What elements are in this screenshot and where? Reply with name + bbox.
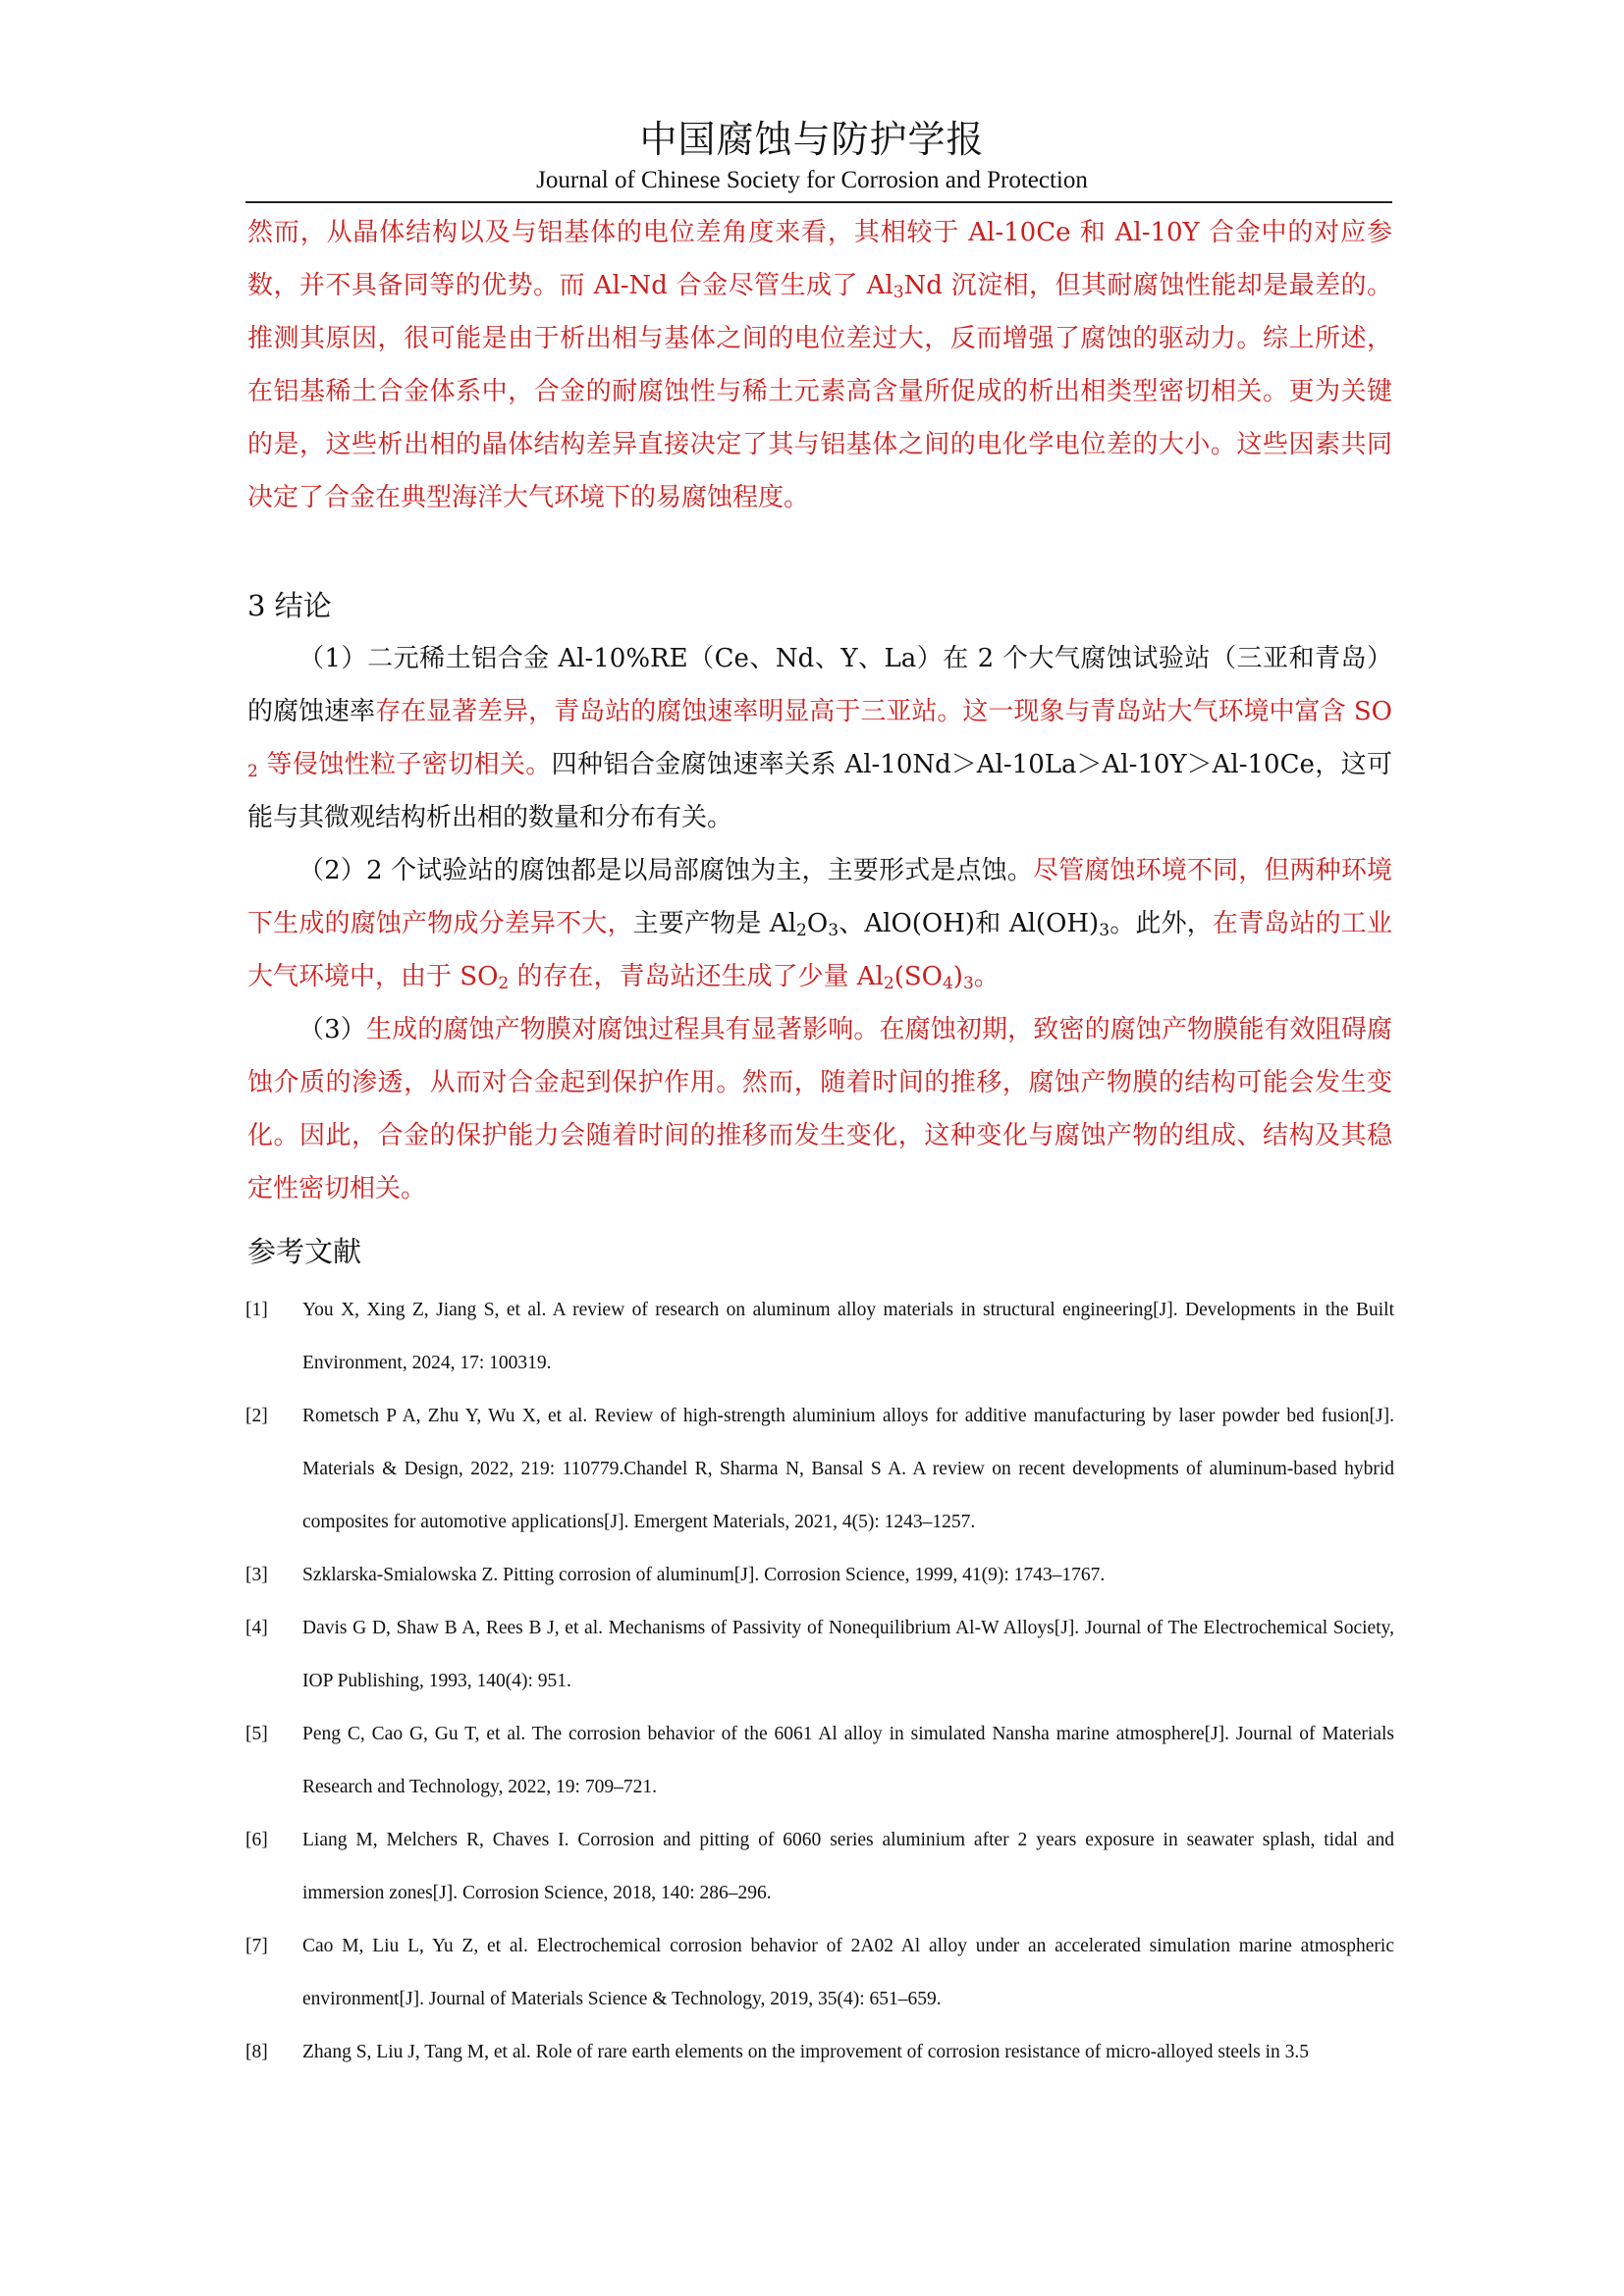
header-rule [245,201,1392,203]
references-heading: 参考文献 [247,1235,362,1268]
reference-item: [7] Cao M, Liu L, Yu Z, et al. Electrochemical corrosion behavior of 2A02 Al alloy under an accelerated simulation marine atmospheric environment[J]. Journal of Materials Science & Technology, 2019, 35(4): 651–659. [245,1936,1394,2009]
reference-item: [5] Peng C, Cao G, Gu T, et al. The corrosion behavior of the 6061 Al alloy in simulated Nansha marine atmosphere[J]. Journal of Materials Research and Technology, 2022, 19: 709–721. [245,1724,1394,1797]
journal-title-chinese: 中国腐蚀与防护学报 [639,118,985,161]
reference-item: [6] Liang M, Melchers R, Chaves I. Corrosion and pitting of 6060 series aluminium after 2 years exposure in seawater splash, tidal and immersion zones[J]. Corrosion Science, 2018, 140: 286–296. [245,1830,1394,1903]
references-heading-block [247,1232,1392,1271]
conclusion-item-2: （2）2 个试验站的腐蚀都是以局部腐蚀为主，主要形式是点蚀。尽管腐蚀环境不同，但两种环境下生成的腐蚀产物成分差异不大，主要产物是 $Al_2O_3$、AlO(OH)和 $Al(OH)_3$。此外，在青岛站的工业大气环境中，由于 $SO_2$ 的存在，青岛站还生成了少量 $Al_2(SO_4)_3$。 [247,856,1392,993]
conclusion-item-3: （3）生成的腐蚀产物膜对腐蚀过程具有显著影响。在腐蚀初期，致密的腐蚀产物膜能有效阻碍腐蚀介质的渗透，从而对合金起到保护作用。然而，随着时间的推移，腐蚀产物膜的结构可能会发生变化。因此，合金的保护能力会随着时间的推移而发生变化，这种变化与腐蚀产物的组成、结构及其稳定性密切相关。 [247,1015,1392,1203]
references-list [245,1284,1394,2079]
journal-title-english: Journal of Chinese Society for Corrosion and Protection [536,167,1088,193]
reference-item: [2] Rometsch P A, Zhu Y, Wu X, et al. Review of high-strength aluminium alloys for additive manufacturing by laser powder bed fusion[J]. Materials & Design, 2022, 219: 110779.Chandel R, Sharma N, Bansal S A. A review on recent developments of aluminum-based hybrid composites for automotive applications[J]. Emergent Materials, 2021, 4(5): 1243–1257. [245,1406,1394,1532]
reference-item: [1] You X, Xing Z, Jiang S, et al. A review of research on aluminum alloy materials in structural engineering[J]. Developments in the Built Environment, 2024, 17: 100319. [245,1300,1394,1373]
discussion-section [247,206,1392,524]
reference-item: [3] Szklarska-Smialowska Z. Pitting corrosion of aluminum[J]. Corrosion Science, 1999, 41(9): 1743–1767. [245,1565,1106,1585]
section-heading: 3 结论 [247,589,332,622]
reference-item: [4] Davis G D, Shaw B A, Rees B J, et al. Mechanisms of Passivity of Nonequilibrium Al-W Alloys[J]. Journal of The Electrochemical Society, IOP Publishing, 1993, 140(4): 951. [245,1618,1394,1691]
conclusion-section [247,586,1392,1215]
conclusion-item-1: （1）二元稀土铝合金 Al-10%RE（Ce、Nd、Y、La）在 2 个大气腐蚀试验站（三亚和青岛）的腐蚀速率存在显著差异，青岛站的腐蚀速率明显高于三亚站。这一现象与青岛站大气环境中富含 $SO_2$ 等侵蚀性粒子密切相关。四种铝合金腐蚀速率关系 Al-10Nd＞Al-10La＞Al-10Y＞Al-10Ce，这可能与其微观结构析出相的数量和分布有关。 [247,644,1392,832]
reference-item: [8] Zhang S, Liu J, Tang M, et al. Role of rare earth elements on the improvement of corrosion resistance of micro-alloyed steels in 3.5 [245,2042,1309,2062]
discussion-paragraph: 然而，从晶体结构以及与铝基体的电位差角度来看，其相较于 Al-10Ce 和 Al-10Y 合金中的对应参数，并不具备同等的优势。而 Al-Nd 合金尽管生成了 $Al_3Nd$ 沉淀相，但其耐腐蚀性能却是最差的。推测其原因，很可能是由于析出相与基体之间的电位差过大，反而增强了腐蚀的驱动力。综上所述，在铝基稀土合金体系中，合金的耐腐蚀性与稀土元素高含量所促成的析出相类型密切相关。更为关键的是，这些析出相的晶体结构差异直接决定了其与铝基体之间的电化学电位差的大小。这些因素共同决定了合金在典型海洋大气环境下的易腐蚀程度。 [247,218,1392,512]
